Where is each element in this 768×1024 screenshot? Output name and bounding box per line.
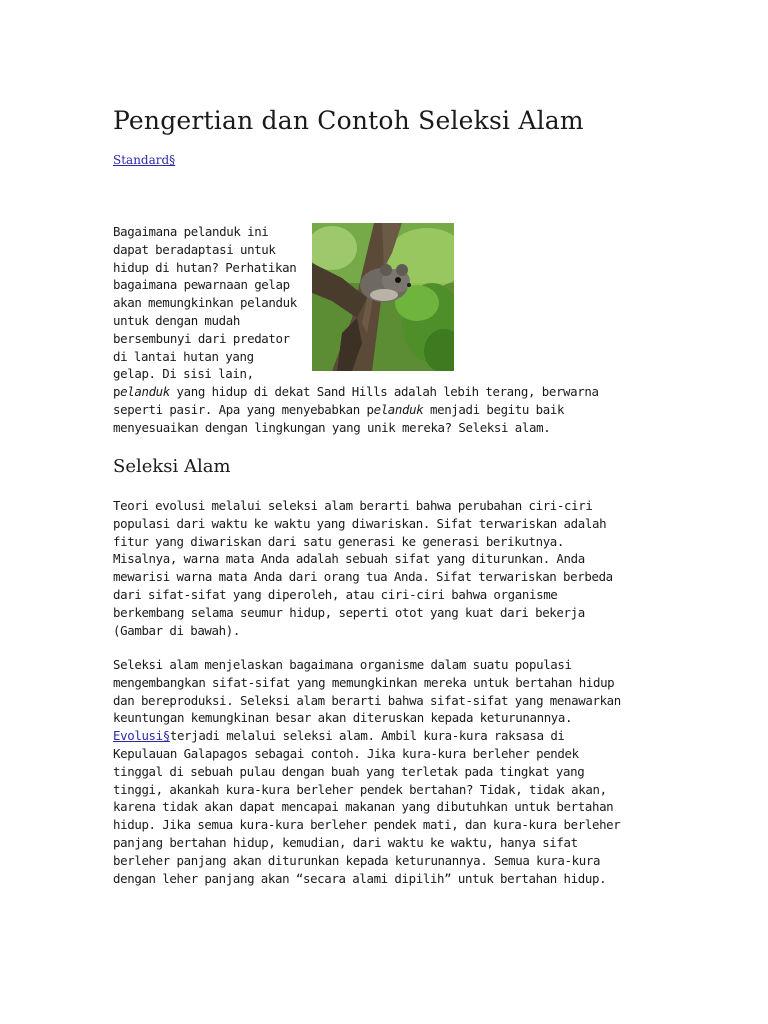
paragraph-line: karena tidak akan dapat mencapai makanan yang dibutuhkan untuk bertahan	[113, 799, 614, 815]
intro-line	[113, 383, 659, 401]
paragraph-line: fitur yang diwariskan dari satu generasi ke generasi berikutnya.	[113, 533, 565, 549]
paragraph-line: Teori evolusi melalui seleksi alam berarti bahwa perubahan ciri-ciri	[113, 498, 593, 513]
intro-line: bersembunyi dari predator	[113, 330, 290, 346]
paragraph-line: keuntungan kemungkinan besar akan diteruskan kepada keturunannya.	[113, 710, 573, 726]
paragraph-line: dan bereproduksi. Seleksi alam berarti bahwa sifat-sifat yang menawarkan	[113, 692, 621, 708]
intro-wrapped-text	[113, 223, 309, 383]
paragraph-line: Seleksi alam menjelaskan bagaimana organisme dalam suatu populasi	[113, 657, 572, 672]
intro-line: dapat beradaptasi untuk	[113, 241, 276, 257]
intro-emphasis: elanduk	[373, 401, 424, 417]
paragraph-line: populasi dari waktu ke waktu yang diwariskan. Sifat terwariskan adalah	[113, 515, 607, 531]
evolusi-link[interactable]: Evolusi§	[113, 728, 170, 744]
paragraph-line: Kepulauan Galapagos sebagai contoh. Jika kura-kura berleher pendek	[113, 745, 579, 761]
intro-text-fragment: seperti pasir. Apa yang menyebabkan p	[113, 401, 374, 417]
paragraph-line: dari sifat-sifat yang diperoleh, atau ciri-ciri bahwa organisme	[113, 586, 558, 602]
intro-line: gelap. Di sisi lain,	[113, 366, 254, 382]
paragraph-line: dengan leher panjang akan “secara alami dipilih” untuk bertahan hidup.	[113, 870, 607, 886]
paragraph-line: berkembang selama seumur hidup, seperti otot yang kuat dari bekerja	[113, 604, 585, 620]
paragraph-line: (Gambar di bawah).	[113, 622, 240, 638]
paragraph-line: tinggi, akankah kura-kura berleher pendek bertahan? Tidak, tidak akan,	[113, 781, 607, 797]
paragraph-line: mengembangkan sifat-sifat yang memungkinkan mereka untuk bertahan hidup	[113, 674, 615, 690]
intro-line: bagaimana pewarnaan gelap	[113, 277, 290, 293]
intro-text-fragment: menjadi begitu baik	[423, 401, 565, 417]
intro-line: hidup di hutan? Perhatikan	[113, 259, 297, 275]
intro-text-fragment: p	[113, 384, 121, 400]
intro-emphasis: elanduk	[120, 384, 170, 400]
mouse-in-tree-photo	[312, 223, 454, 371]
category-link[interactable]: Standard§	[113, 153, 176, 167]
paragraph-line: hidup. Jika semua kura-kura berleher pendek mati, dan kura-kura berleher	[113, 817, 621, 833]
paragraph-line: Misalnya, warna mata Anda adalah sebuah sifat yang diturunkan. Anda	[113, 551, 585, 567]
intro-line: akan memungkinkan pelanduk	[113, 295, 297, 311]
paragraph-line: berleher panjang akan diturunkan kepada keturunannya. Semua kura-kura	[113, 852, 601, 868]
paragraph-line: mewarisi warna mata Anda dari orang tua Anda. Sifat terwariskan berbeda	[113, 569, 613, 585]
intro-line: menyesuaikan dengan lingkungan yang unik mereka? Seleksi alam.	[113, 419, 551, 435]
paragraph-line	[113, 727, 673, 745]
page-title: Pengertian dan Contoh Seleksi Alam	[113, 106, 584, 135]
paragraph-line: tinggal di sebuah pulau dengan buah yang terletak pada tingkat yang	[113, 763, 585, 779]
paragraph-text-fragment: terjadi melalui seleksi alam. Ambil kura-kura raksasa di	[169, 728, 565, 744]
intro-line	[113, 401, 659, 419]
section-heading: Seleksi Alam	[113, 456, 231, 477]
paragraph-line: panjang bertahan hidup, kemudian, dari waktu ke waktu, hanya sifat	[113, 834, 578, 850]
intro-line: Bagaimana pelanduk ini	[113, 224, 269, 239]
intro-line: untuk dengan mudah	[113, 312, 240, 328]
paragraph-seleksi-alam-2	[113, 656, 673, 887]
paragraph-seleksi-alam-1	[113, 497, 673, 639]
intro-line: di lantai hutan yang	[113, 348, 254, 364]
intro-text-fragment: yang hidup di dekat Sand Hills adalah lebih terang, berwarna	[169, 384, 599, 400]
intro-section	[113, 223, 659, 437]
